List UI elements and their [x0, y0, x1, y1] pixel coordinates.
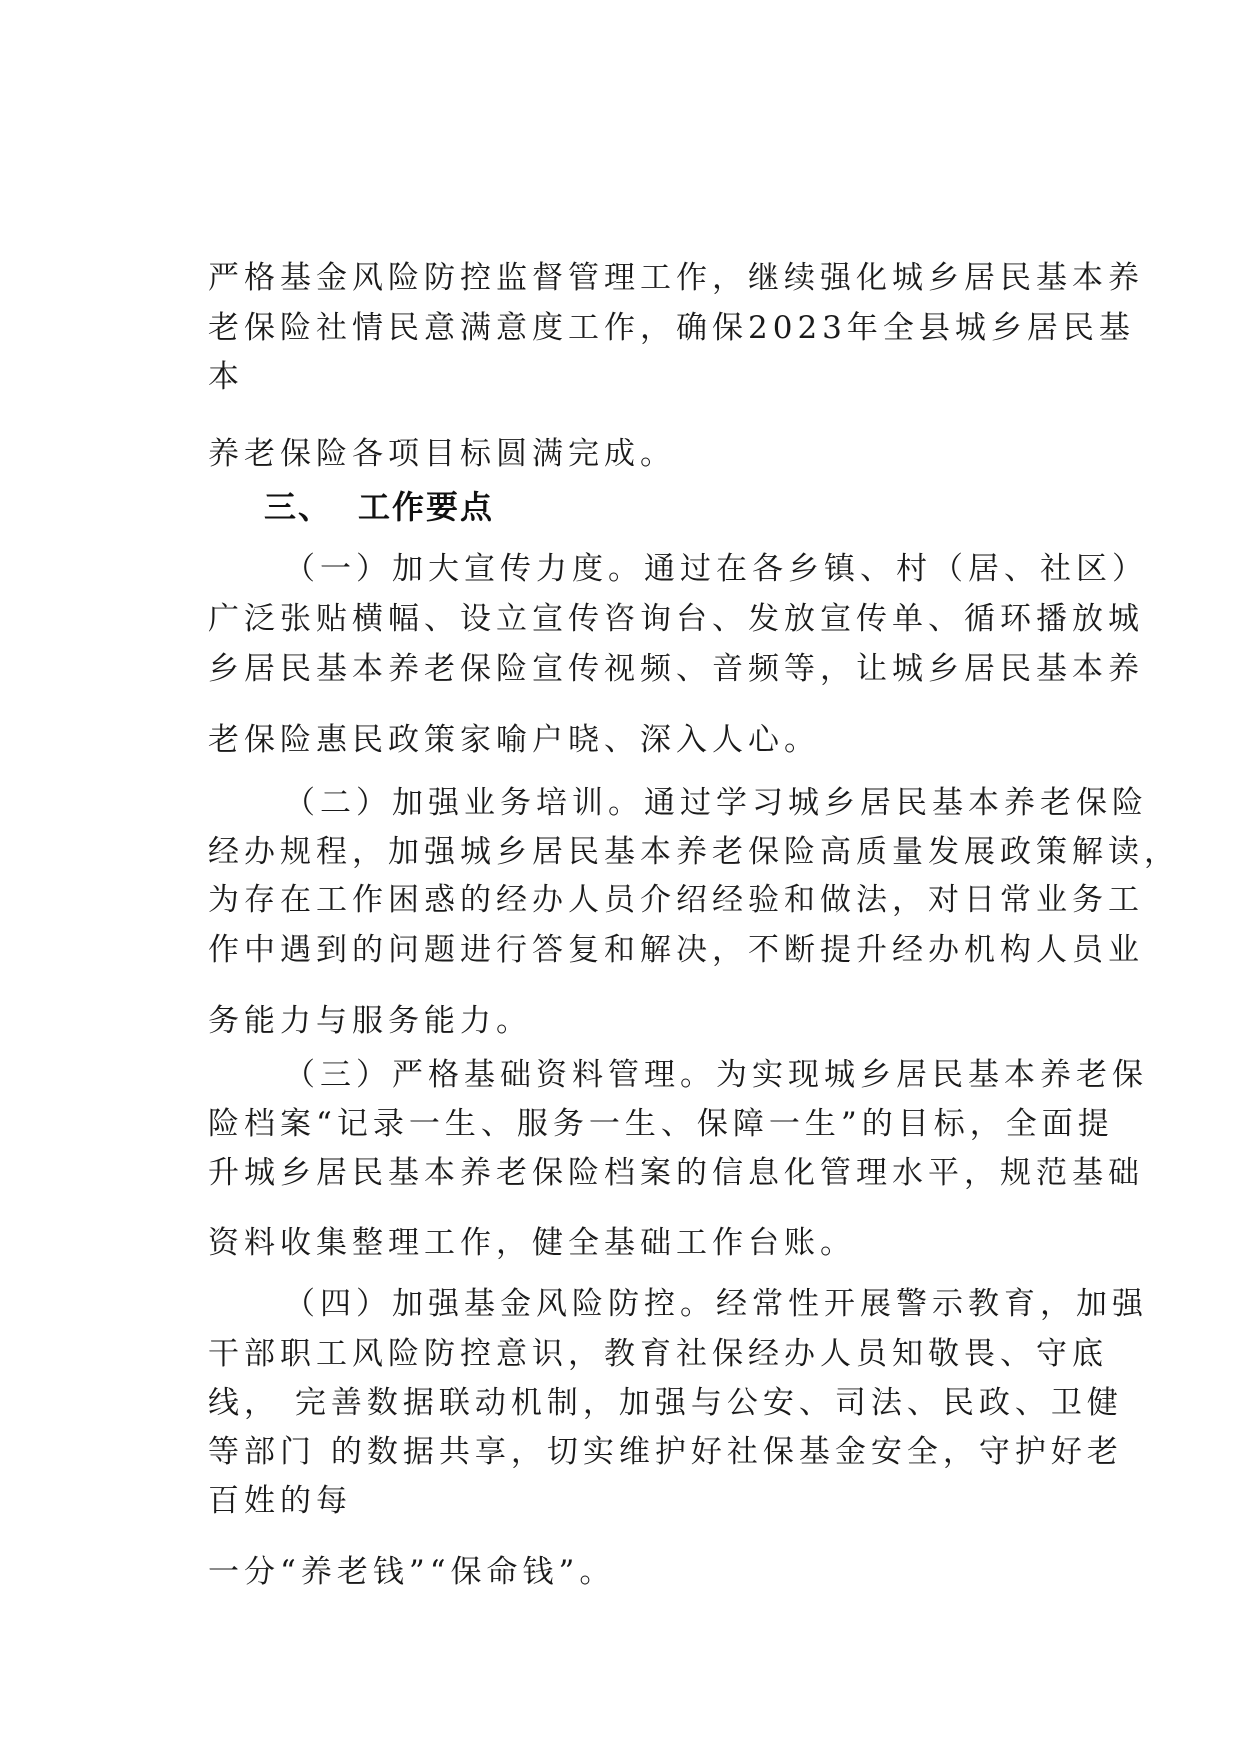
- text-line: 经办规程，加强城乡居民基本养老保险高质量发展政策解读，: [208, 834, 1180, 870]
- text-line: （一）加大宣传力度。通过在各乡镇、村（居、社区）: [284, 551, 1148, 587]
- text-line: 线， 完善数据联动机制，加强与公安、司法、民政、卫健: [208, 1385, 1123, 1421]
- text-line: （二）加强业务培训。通过学习城乡居民基本养老保险: [284, 785, 1148, 821]
- text-line: 养老保险各项目标圆满完成。: [208, 436, 676, 472]
- text-line: 为存在工作困惑的经办人员介绍经验和做法，对日常业务工: [208, 882, 1144, 918]
- text-line: 干部职工风险防控意识，教育社保经办人员知敬畏、守底: [208, 1336, 1108, 1372]
- text-line: （三）严格基础资料管理。为实现城乡居民基本养老保: [284, 1057, 1148, 1093]
- text-line: 乡居民基本养老保险宣传视频、音频等，让城乡居民基本养: [208, 651, 1144, 687]
- section-title: 工作要点: [358, 488, 495, 526]
- text-line: 老保险社情民意满意度工作，确保2023年全县城乡居民基: [208, 310, 1135, 346]
- text-line: 本: [208, 359, 244, 395]
- text-line: 险档案“记录一生、服务一生、保障一生”的目标，全面提: [208, 1106, 1114, 1142]
- section-heading: [264, 482, 494, 528]
- text-line: 严格基金风险防控监督管理工作，继续强化城乡居民基本养: [208, 260, 1144, 296]
- text-line: 升城乡居民基本养老保险档案的信息化管理水平，规范基础: [208, 1155, 1144, 1191]
- text-line: 作中遇到的问题进行答复和解决，不断提升经办机构人员业: [208, 932, 1144, 968]
- text-line: （四）加强基金风险防控。经常性开展警示教育，加强: [284, 1286, 1148, 1322]
- section-number: 三、: [264, 488, 333, 526]
- text-line: 广泛张贴横幅、设立宣传咨询台、发放宣传单、循环播放城: [208, 601, 1144, 637]
- text-line: 百姓的每: [208, 1483, 352, 1519]
- text-line: 等部门 的数据共享，切实维护好社保基金安全，守护好老: [208, 1434, 1123, 1470]
- text-line: 务能力与服务能力。: [208, 1003, 532, 1039]
- text-line: 资料收集整理工作，健全基础工作台账。: [208, 1225, 856, 1261]
- text-line: 一分“养老钱”“保命钱”。: [208, 1554, 616, 1590]
- text-line: 老保险惠民政策家喻户晓、深入人心。: [208, 722, 820, 758]
